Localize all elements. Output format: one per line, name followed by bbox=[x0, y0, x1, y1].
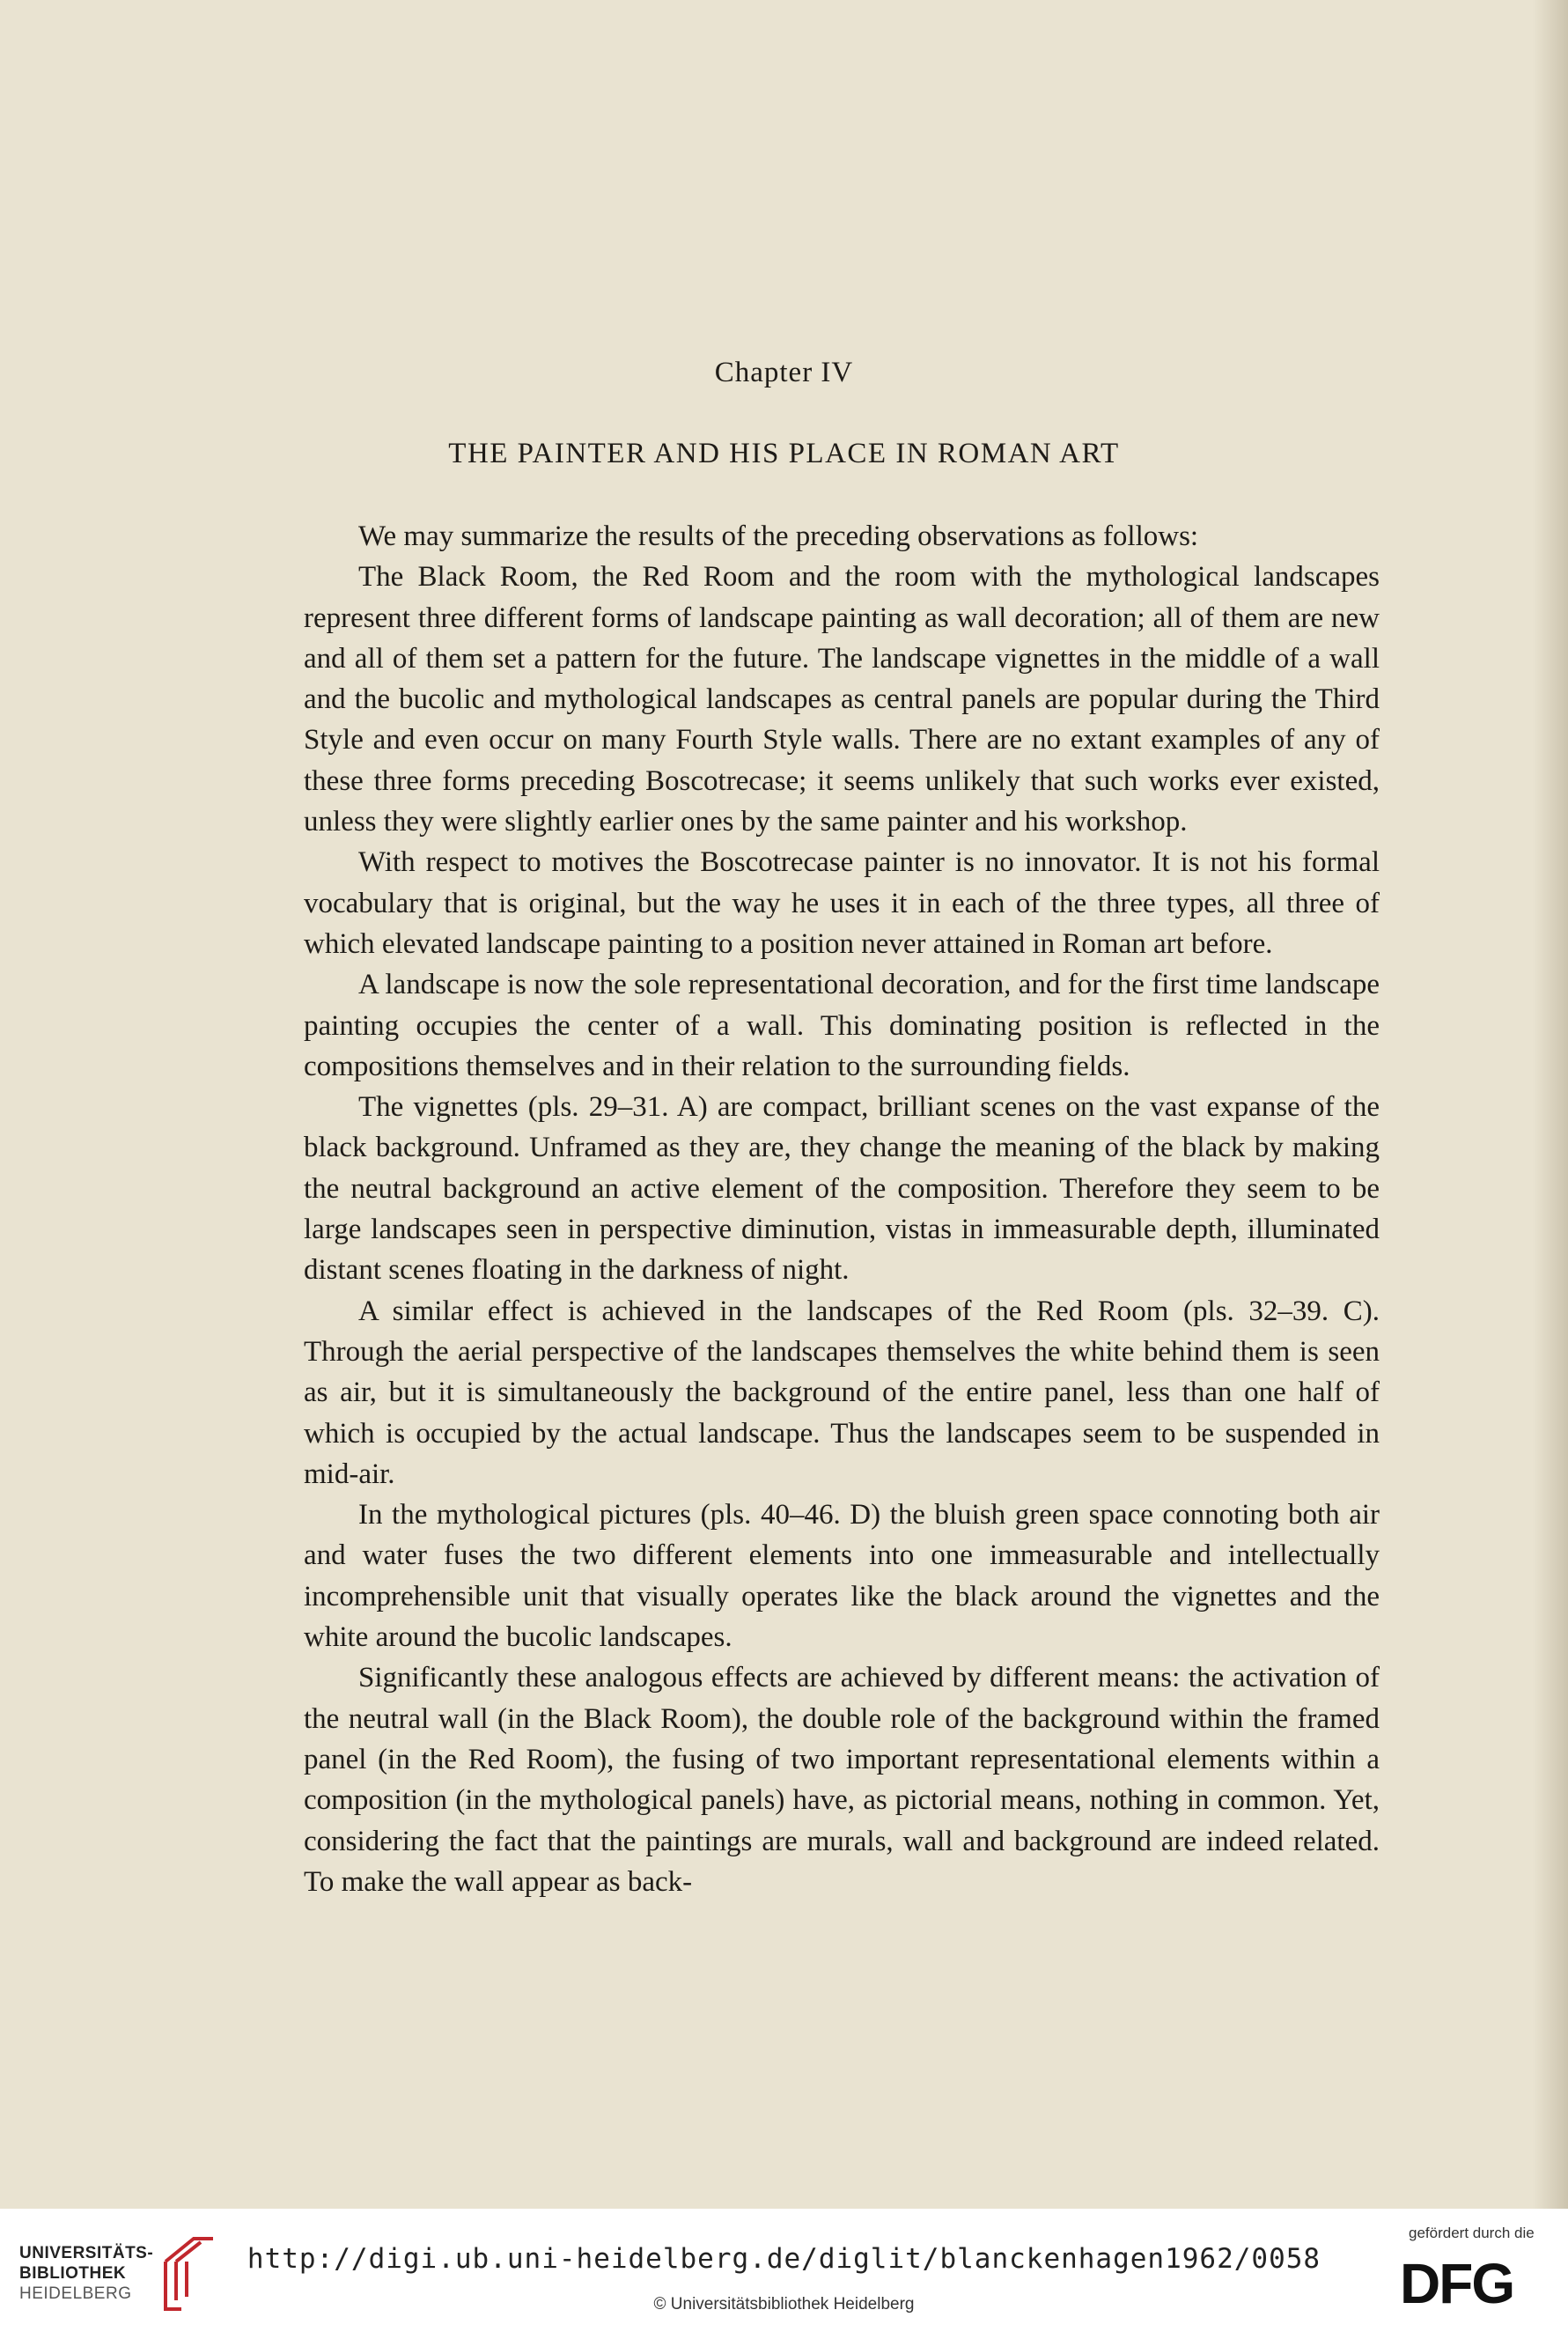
paragraph: A landscape is now the sole representational decoration, and for the first time landscape painting occupies the center of a wall. This dominating position is reflected in the compositions themselves and in their relation to the surrounding fields. bbox=[304, 969, 1380, 1082]
paragraph: The vignettes (pls. 29–31. A) are compact, brilliant scenes on the vast expanse of the black background. Unframed as they are, they change the meaning of the black by making the neutral background an active element of the composition. Therefore they seem to be large landscapes seen in perspective diminution, vistas in immeasurable depth, illuminated distant scenes floating in the darkness of night. bbox=[304, 1091, 1380, 1287]
library-logo-line2: BIBLIOTHEK bbox=[19, 2264, 127, 2283]
chapter-label: Chapter IV bbox=[714, 357, 854, 388]
paragraph: The Black Room, the Red Room and the room with the mythological landscapes represent three different forms of landscape painting as wall decoration; all of them are new and all of them set a pattern for the future. The landscape vignettes in the middle of a wall and the bucolic and mythological landscapes as central panels are popular during the Third Style and even occur on many Fourth Style walls. There are no extant examples of any of these three forms preceding Boscotrecase; it seems unlikely that such works ever existed, unless they were slightly earlier ones by the same painter and his workshop. bbox=[304, 561, 1380, 838]
citation-link[interactable]: http://digi.ub.uni-heidelberg.de/diglit/blanckenhagen1962/0058 bbox=[247, 2243, 1321, 2275]
dfg-logo: DFG bbox=[1400, 2252, 1514, 2315]
page-edge-shadow bbox=[1533, 0, 1568, 2209]
body-text bbox=[304, 516, 1380, 1902]
chapter-title: THE PAINTER AND HIS PLACE IN ROMAN ART bbox=[448, 438, 1120, 469]
funding-note: gefördert durch die bbox=[1409, 2225, 1535, 2241]
paragraph: With respect to motives the Boscotrecase painter is no innovator. It is not his formal vocabulary that is original, but the way he uses it in each of the three types, all three of which elevated landscape painting to a position never attained in Roman art before. bbox=[304, 846, 1380, 960]
paragraph: In the mythological pictures (pls. 40–46. D) the bluish green space connoting both air and water fuses the two different elements into one immeasurable and intellectually incomprehensible unit that visually operates like the black around the vignettes and the white around the bucolic landscapes. bbox=[304, 1499, 1380, 1654]
paragraph: We may summarize the results of the preceding observations as follows: bbox=[358, 520, 1199, 552]
paragraph: Significantly these analogous effects are achieved by different means: the activation of the neutral wall (in the Black Room), the double role of the background within the framed panel (in the Red Room), the fusing of two important representational elements within a composition (in the mythological panels) have, as pictorial means, nothing in common. Yet, considering the fact that the paintings are murals, wall and background are indeed related. To make the wall appear as back- bbox=[304, 1662, 1380, 1898]
copyright-notice: © Universitätsbibliothek Heidelberg bbox=[653, 2295, 915, 2314]
paragraph: A similar effect is achieved in the landscapes of the Red Room (pls. 32–39. C). Through the aerial perspective of the landscapes themselves the white behind them is seen as air, but it is simultaneously the background of the entire panel, less than one half of which is occupied by the actual landscape. Thus the landscapes seem to be suspended in mid-air. bbox=[304, 1295, 1380, 1490]
library-logo-line1: UNIVERSITÄTS- bbox=[19, 2244, 154, 2262]
library-logo-line3: HEIDELBERG bbox=[19, 2284, 132, 2303]
